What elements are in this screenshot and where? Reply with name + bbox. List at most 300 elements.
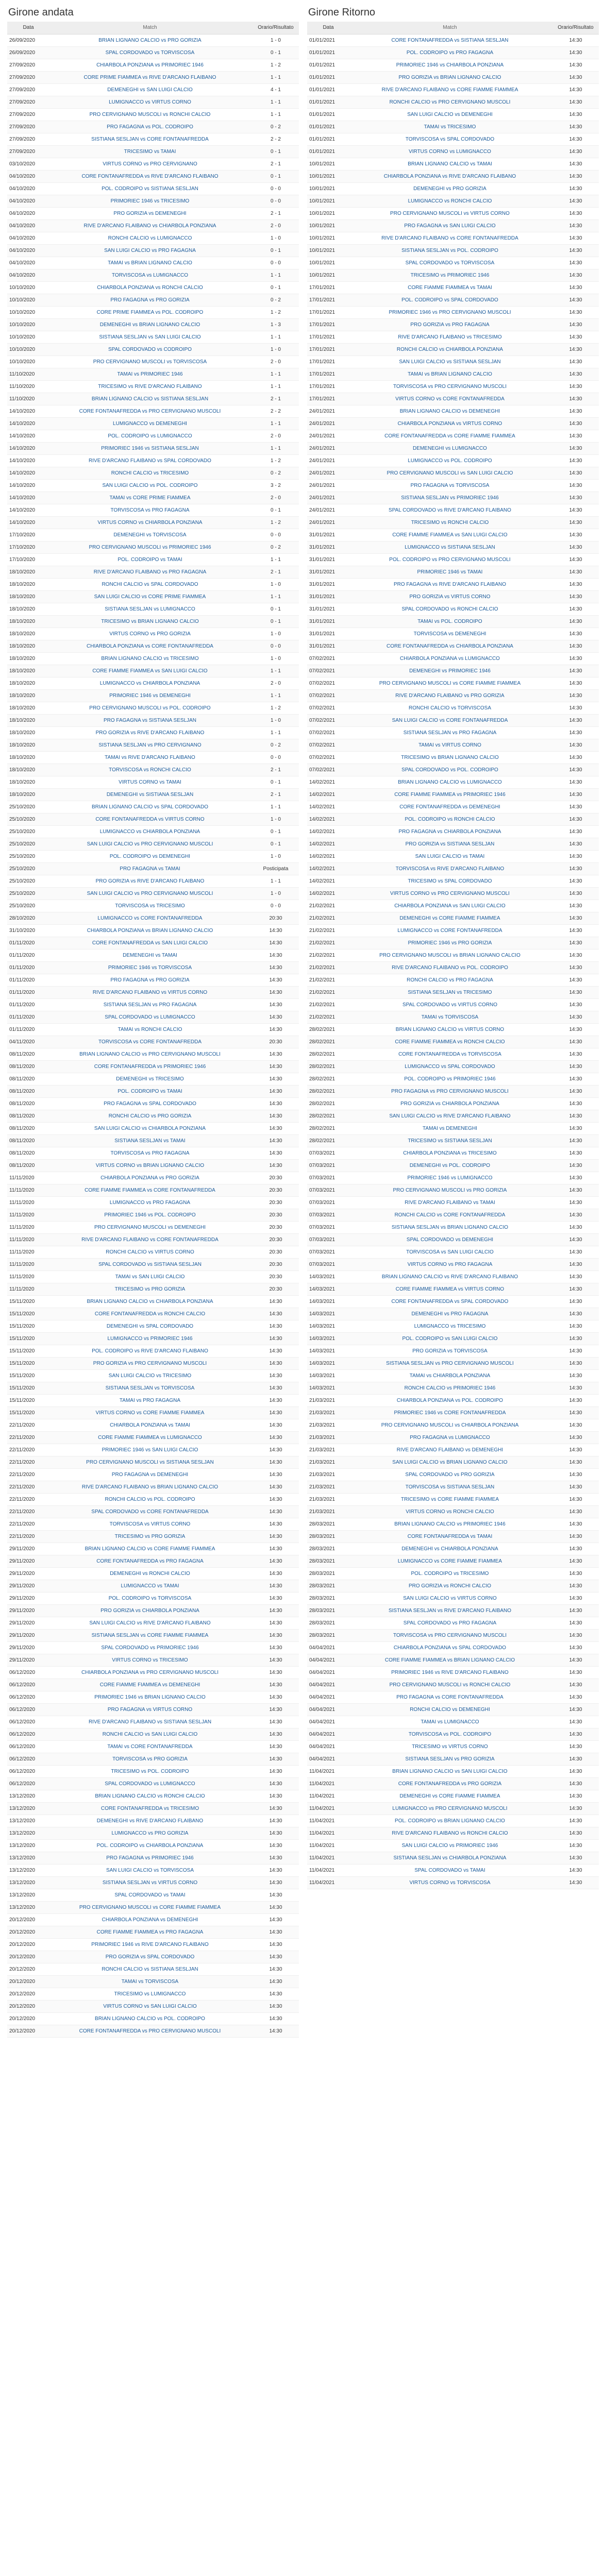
match-link[interactable]: PRO FAGAGNA vs POL. CODROIPO <box>47 121 253 133</box>
match-link[interactable]: TORVISCOSA vs SISTIANA SESLJAN <box>347 1481 552 1493</box>
match-link[interactable]: TRICESIMO vs LUMIGNACCO <box>47 1988 253 2000</box>
match-link[interactable]: CHIARBOLA PONZIANA vs TRICESIMO <box>347 1147 552 1159</box>
match-link[interactable]: CORE FIAMME FIAMMEA vs SAN LUIGI CALCIO <box>347 529 552 541</box>
match-link[interactable]: LUMIGNACCO vs PRO GORIZIA <box>47 1827 253 1839</box>
match-link[interactable]: LUMIGNACCO vs SISTIANA SESLJAN <box>347 541 552 553</box>
match-link[interactable]: TRICESIMO vs SPAL CORDOVADO <box>347 875 552 887</box>
match-link[interactable]: VIRTUS CORNO vs LUMIGNACCO <box>347 145 552 158</box>
match-link[interactable]: SPAL CORDOVADO vs RONCHI CALCIO <box>347 603 552 615</box>
match-link[interactable]: TORVISCOSA vs VIRTUS CORNO <box>47 1518 253 1530</box>
match-link[interactable]: CHIARBOLA PONZIANA vs PRIMORIEC 1946 <box>47 59 253 71</box>
match-link[interactable]: BRIAN LIGNANO CALCIO vs CHIARBOLA PONZIANA <box>47 1295 253 1308</box>
match-link[interactable]: DEMENEGHI vs SPAL CORDOVADO <box>47 1320 253 1332</box>
match-link[interactable]: CORE FIAMME FIAMMEA vs PRO FAGAGNA <box>47 1926 253 1938</box>
match-link[interactable]: DEMENEGHI vs SISTIANA SESLJAN <box>47 788 253 801</box>
match-link[interactable]: BRIAN LIGNANO CALCIO vs PRIMORIEC 1946 <box>347 1518 552 1530</box>
match-link[interactable]: PRO GORIZIA vs RIVE D'ARCANO FLAIBANO <box>47 875 253 887</box>
match-link[interactable]: TRICESIMO vs CORE FIAMME FIAMMEA <box>347 1493 552 1505</box>
match-link[interactable]: PRO FAGAGNA vs TAMAI <box>47 862 253 875</box>
match-link[interactable]: RONCHI CALCIO vs POL. CODROIPO <box>47 1493 253 1505</box>
match-link[interactable]: VIRTUS CORNO vs CHIARBOLA PONZIANA <box>47 516 253 529</box>
match-link[interactable]: SPAL CORDOVADO vs CODROIPO <box>47 343 253 355</box>
match-link[interactable]: PRO CERVIGNANO MUSCOLI vs CORE FIAMME FIAMMEA <box>47 1901 253 1913</box>
match-link[interactable]: SAN LUIGI CALCIO vs POL. CODROIPO <box>47 479 253 492</box>
match-link[interactable]: TAMAI vs DEMENEGHI <box>347 1122 552 1134</box>
match-link[interactable]: TRICESIMO vs SISTIANA SESLJAN <box>347 1134 552 1147</box>
match-link[interactable]: CORE FONTANAFREDDA vs DEMENEGHI <box>347 801 552 813</box>
match-link[interactable]: TORVISCOSA vs PRO CERVIGNANO MUSCOLI <box>347 380 552 393</box>
match-link[interactable]: SPAL CORDOVADO vs TAMAI <box>47 1889 253 1901</box>
match-link[interactable]: DEMENEGHI vs PRIMORIEC 1946 <box>347 665 552 677</box>
match-link[interactable]: PRO FAGAGNA vs CORE FONTANAFREDDA <box>347 1691 552 1703</box>
match-link[interactable]: SPAL CORDOVADO vs PRO FAGAGNA <box>347 1617 552 1629</box>
match-link[interactable]: RIVE D'ARCANO FLAIBANO vs PRO FAGAGNA <box>47 566 253 578</box>
match-link[interactable]: CORE FONTANAFREDDA vs CHIARBOLA PONZIANA <box>347 640 552 652</box>
match-link[interactable]: SISTIANA SESLJAN vs CORE FONTANAFREDDA <box>47 133 253 145</box>
match-link[interactable]: CHIARBOLA PONZIANA vs PRO CERVIGNANO MUSCOLI <box>47 1666 253 1679</box>
match-link[interactable]: CORE FONTANAFREDDA vs TORVISCOSA <box>347 1048 552 1060</box>
match-link[interactable]: TORVISCOSA vs PRO FAGAGNA <box>47 1147 253 1159</box>
match-link[interactable]: PRO FAGAGNA vs RIVE D'ARCANO FLAIBANO <box>347 578 552 590</box>
match-link[interactable]: LUMIGNACCO vs RONCHI CALCIO <box>347 195 552 207</box>
match-link[interactable]: SISTIANA SESLJAN vs TORVISCOSA <box>47 1382 253 1394</box>
match-link[interactable]: SAN LUIGI CALCIO vs PRO FAGAGNA <box>47 244 253 257</box>
match-link[interactable]: PRO GORIZIA vs DEMENEGHI <box>47 207 253 219</box>
match-link[interactable]: CHIARBOLA PONZIANA vs LUMIGNACCO <box>347 652 552 665</box>
match-link[interactable]: PRO GORIZIA vs VIRTUS CORNO <box>347 590 552 603</box>
match-link[interactable]: PRIMORIEC 1946 vs POL. CODROIPO <box>47 1209 253 1221</box>
match-link[interactable]: DEMENEGHI vs TRICESIMO <box>47 1073 253 1085</box>
match-link[interactable]: TORVISCOSA vs PRO FAGAGNA <box>47 504 253 516</box>
match-link[interactable]: VIRTUS CORNO vs CORE FIAMME FIAMMEA <box>47 1406 253 1419</box>
match-link[interactable]: CORE FIAMME FIAMMEA vs SAN LUIGI CALCIO <box>47 665 253 677</box>
match-link[interactable]: PRO CERVIGNANO MUSCOLI vs CORE FIAMME FIAMMEA <box>347 677 552 689</box>
match-link[interactable]: RONCHI CALCIO vs CHIARBOLA PONZIANA <box>347 343 552 355</box>
match-link[interactable]: CHIARBOLA PONZIANA vs PRO GORIZIA <box>47 1172 253 1184</box>
match-link[interactable]: PRO GORIZIA vs SPAL CORDOVADO <box>47 1951 253 1963</box>
match-link[interactable]: CHIARBOLA PONZIANA vs RIVE D'ARCANO FLAIBANO <box>347 170 552 182</box>
match-link[interactable]: CORE FONTANAFREDDA vs RIVE D'ARCANO FLAIBANO <box>47 170 253 182</box>
match-link[interactable]: TRICESIMO vs PRIMORIEC 1946 <box>347 269 552 281</box>
match-link[interactable]: BRIAN LIGNANO CALCIO vs SISTIANA SESLJAN <box>47 393 253 405</box>
match-link[interactable]: RIVE D'ARCANO FLAIBANO vs DEMENEGHI <box>347 1444 552 1456</box>
match-link[interactable]: SAN LUIGI CALCIO vs DEMENEGHI <box>347 108 552 121</box>
match-link[interactable]: CORE FIAMME FIAMMEA vs BRIAN LIGNANO CALCIO <box>347 1654 552 1666</box>
match-link[interactable]: TRICESIMO vs BRIAN LIGNANO CALCIO <box>347 751 552 764</box>
match-link[interactable]: CORE FONTANAFREDDA vs PRO CERVIGNANO MUSCOLI <box>47 405 253 417</box>
match-link[interactable]: TORVISCOSA vs PRO CERVIGNANO MUSCOLI <box>347 1629 552 1641</box>
match-link[interactable]: DEMENEGHI vs TAMAI <box>47 949 253 961</box>
match-link[interactable]: BRIAN LIGNANO CALCIO vs SAN LUIGI CALCIO <box>347 1765 552 1777</box>
match-link[interactable]: CORE FONTANAFREDDA vs VIRTUS CORNO <box>47 813 253 825</box>
match-link[interactable]: PRO FAGAGNA vs PRO GORIZIA <box>47 974 253 986</box>
match-link[interactable]: PRO FAGAGNA vs SAN LUIGI CALCIO <box>347 219 552 232</box>
match-link[interactable]: POL. CODROIPO vs RONCHI CALCIO <box>347 813 552 825</box>
match-link[interactable]: PRIMORIEC 1946 vs SAN LUIGI CALCIO <box>47 1444 253 1456</box>
match-link[interactable]: TRICESIMO vs TAMAI <box>47 145 253 158</box>
match-link[interactable]: CHIARBOLA PONZIANA vs RONCHI CALCIO <box>47 281 253 294</box>
match-link[interactable]: RIVE D'ARCANO FLAIBANO vs BRIAN LIGNANO CALCIO <box>47 1481 253 1493</box>
match-link[interactable]: PRO CERVIGNANO MUSCOLI vs PRO GORIZIA <box>347 1184 552 1196</box>
match-link[interactable]: CHIARBOLA PONZIANA vs POL. CODROIPO <box>347 1394 552 1406</box>
match-link[interactable]: PRO GORIZIA vs SISTIANA SESLJAN <box>347 838 552 850</box>
match-link[interactable]: RIVE D'ARCANO FLAIBANO vs CORE FIAMME FIAMMEA <box>347 83 552 96</box>
match-link[interactable]: TAMAI vs BRIAN LIGNANO CALCIO <box>47 257 253 269</box>
match-link[interactable]: VIRTUS CORNO vs CORE FONTANAFREDDA <box>347 393 552 405</box>
match-link[interactable]: LUMIGNACCO vs CORE FONTANAFREDDA <box>47 912 253 924</box>
match-link[interactable]: LUMIGNACCO vs CORE FONTANAFREDDA <box>347 924 552 937</box>
match-link[interactable]: DEMENEGHI vs CORE FIAMME FIAMMEA <box>347 912 552 924</box>
match-link[interactable]: PRIMORIEC 1946 vs BRIAN LIGNANO CALCIO <box>47 1691 253 1703</box>
match-link[interactable]: RONCHI CALCIO vs LUMIGNACCO <box>47 232 253 244</box>
match-link[interactable]: TAMAI vs TORVISCOSA <box>347 1011 552 1023</box>
match-link[interactable]: DEMENEGHI vs BRIAN LIGNANO CALCIO <box>47 318 253 331</box>
match-link[interactable]: DEMENEGHI vs POL. CODROIPO <box>347 1159 552 1172</box>
match-link[interactable]: RIVE D'ARCANO FLAIBANO vs CORE FONTANAFREDDA <box>47 1233 253 1246</box>
match-link[interactable]: PRIMORIEC 1946 vs DEMENEGHI <box>47 689 253 702</box>
match-link[interactable]: TAMAI vs VIRTUS CORNO <box>347 739 552 751</box>
match-link[interactable]: SISTIANA SESLJAN vs CORE FIAMME FIAMMEA <box>47 1629 253 1641</box>
match-link[interactable]: VIRTUS CORNO vs TRICESIMO <box>47 1654 253 1666</box>
match-link[interactable]: TORVISCOSA vs RONCHI CALCIO <box>47 764 253 776</box>
match-link[interactable]: VIRTUS CORNO vs RONCHI CALCIO <box>347 1505 552 1518</box>
match-link[interactable]: TAMAI vs RONCHI CALCIO <box>47 1023 253 1036</box>
match-link[interactable]: TAMAI vs LUMIGNACCO <box>347 1716 552 1728</box>
match-link[interactable]: BRIAN LIGNANO CALCIO vs PRO GORIZIA <box>47 34 253 46</box>
match-link[interactable]: BRIAN LIGNANO CALCIO vs RONCHI CALCIO <box>47 1790 253 1802</box>
match-link[interactable]: TRICESIMO vs PRO GORIZIA <box>47 1283 253 1295</box>
match-link[interactable]: RIVE D'ARCANO FLAIBANO vs SPAL CORDOVADO <box>47 454 253 467</box>
match-link[interactable]: PRO CERVIGNANO MUSCOLI vs SISTIANA SESLJAN <box>47 1456 253 1468</box>
match-link[interactable]: PRIMORIEC 1946 vs TRICESIMO <box>47 195 253 207</box>
match-link[interactable]: SPAL CORDOVADO vs RIVE D'ARCANO FLAIBANO <box>347 504 552 516</box>
match-link[interactable]: SPAL CORDOVADO vs SISTIANA SESLJAN <box>47 1258 253 1270</box>
match-link[interactable]: POL. CODROIPO vs SAN LUIGI CALCIO <box>347 1332 552 1345</box>
match-link[interactable]: DEMENEGHI vs PRO GORIZIA <box>347 182 552 195</box>
match-link[interactable]: LUMIGNACCO vs TRICESIMO <box>347 1320 552 1332</box>
match-link[interactable]: PRO FAGAGNA vs VIRTUS CORNO <box>47 1703 253 1716</box>
match-link[interactable]: RIVE D'ARCANO FLAIBANO vs TRICESIMO <box>347 331 552 343</box>
match-link[interactable]: TORVISCOSA vs SAN LUIGI CALCIO <box>347 1246 552 1258</box>
match-link[interactable]: CORE PRIME FIAMMEA vs RIVE D'ARCANO FLAIBANO <box>47 71 253 83</box>
match-link[interactable]: PRO GORIZIA vs RIVE D'ARCANO FLAIBANO <box>47 726 253 739</box>
match-link[interactable]: PRO FAGAGNA vs LUMIGNACCO <box>347 1431 552 1444</box>
match-link[interactable]: PRO CERVIGNANO MUSCOLI vs TORVISCOSA <box>47 355 253 368</box>
match-link[interactable]: CHIARBOLA PONZIANA vs SPAL CORDOVADO <box>347 1641 552 1654</box>
match-link[interactable]: BRIAN LIGNANO CALCIO vs TRICESIMO <box>47 652 253 665</box>
match-link[interactable]: RIVE D'ARCANO FLAIBANO vs PRO GORIZIA <box>347 689 552 702</box>
match-link[interactable]: SAN LUIGI CALCIO vs CHIARBOLA PONZIANA <box>47 1122 253 1134</box>
match-link[interactable]: POL. CODROIPO vs TORVISCOSA <box>47 1592 253 1604</box>
match-link[interactable]: LUMIGNACCO vs VIRTUS CORNO <box>47 96 253 108</box>
match-link[interactable]: CHIARBOLA PONZIANA vs DEMENEGHI <box>47 1913 253 1926</box>
match-link[interactable]: CORE FONTANAFREDDA vs PRIMORIEC 1946 <box>47 1060 253 1073</box>
match-link[interactable]: POL. CODROIPO vs BRIAN LIGNANO CALCIO <box>347 1815 552 1827</box>
match-link[interactable]: SPAL CORDOVADO vs POL. CODROIPO <box>347 764 552 776</box>
match-link[interactable]: DEMENEGHI vs CORE FIAMME FIAMMEA <box>347 1790 552 1802</box>
match-link[interactable]: SAN LUIGI CALCIO vs RIVE D'ARCANO FLAIBANO <box>47 1617 253 1629</box>
match-link[interactable]: CORE FONTANAFREDDA vs RONCHI CALCIO <box>47 1308 253 1320</box>
match-link[interactable]: PRIMORIEC 1946 vs RIVE D'ARCANO FLAIBANO <box>347 1666 552 1679</box>
match-link[interactable]: CORE FIAMME FIAMMEA vs CORE FONTANAFREDDA <box>47 1184 253 1196</box>
match-link[interactable]: SISTIANA SESLJAN vs SAN LUIGI CALCIO <box>47 331 253 343</box>
match-link[interactable]: SISTIANA SESLJAN vs PRIMORIEC 1946 <box>347 492 552 504</box>
match-link[interactable]: SISTIANA SESLJAN vs POL. CODROIPO <box>347 244 552 257</box>
match-link[interactable]: TORVISCOSA vs LUMIGNACCO <box>47 269 253 281</box>
match-link[interactable]: TORVISCOSA vs TRICESIMO <box>47 900 253 912</box>
match-link[interactable]: CORE FONTANAFREDDA vs PRO FAGAGNA <box>47 1555 253 1567</box>
match-link[interactable]: DEMENEGHI vs PRO FAGAGNA <box>347 1308 552 1320</box>
match-link[interactable]: POL. CODROIPO vs TAMAI <box>47 1085 253 1097</box>
match-link[interactable]: SISTIANA SESLJAN vs LUMIGNACCO <box>47 603 253 615</box>
match-link[interactable]: PRO GORIZIA vs CHIARBOLA PONZIANA <box>47 1604 253 1617</box>
match-link[interactable]: TRICESIMO vs RONCHI CALCIO <box>347 516 552 529</box>
match-link[interactable]: SPAL CORDOVADO vs TORVISCOSA <box>347 257 552 269</box>
match-link[interactable]: PRO CERVIGNANO MUSCOLI vs SAN LUIGI CALCIO <box>347 467 552 479</box>
match-link[interactable]: TORVISCOSA vs DEMENEGHI <box>347 628 552 640</box>
match-link[interactable]: PRIMORIEC 1946 vs SISTIANA SESLJAN <box>47 442 253 454</box>
match-link[interactable]: TRICESIMO vs POL. CODROIPO <box>47 1765 253 1777</box>
match-link[interactable]: PRO FAGAGNA vs SISTIANA SESLJAN <box>47 714 253 726</box>
match-link[interactable]: SPAL CORDOVADO vs LUMIGNACCO <box>47 1011 253 1023</box>
match-link[interactable]: CHIARBOLA PONZIANA vs VIRTUS CORNO <box>347 417 552 430</box>
match-link[interactable]: SAN LUIGI CALCIO vs PRO CERVIGNANO MUSCOLI <box>47 838 253 850</box>
match-link[interactable]: LUMIGNACCO vs CHIARBOLA PONZIANA <box>47 677 253 689</box>
match-link[interactable]: TRICESIMO vs RIVE D'ARCANO FLAIBANO <box>47 380 253 393</box>
match-link[interactable]: PRO CERVIGNANO MUSCOLI vs PRIMORIEC 1946 <box>47 541 253 553</box>
match-link[interactable]: POL. CODROIPO vs TRICESIMO <box>347 1567 552 1580</box>
match-link[interactable]: RONCHI CALCIO vs PRO FAGAGNA <box>347 974 552 986</box>
match-link[interactable]: PRO CERVIGNANO MUSCOLI vs RONCHI CALCIO <box>347 1679 552 1691</box>
match-link[interactable]: LUMIGNACCO vs CORE FIAMME FIAMMEA <box>347 1555 552 1567</box>
match-link[interactable]: PRIMORIEC 1946 vs RIVE D'ARCANO FLAIBANO <box>47 1938 253 1951</box>
match-link[interactable]: BRIAN LIGNANO CALCIO vs PRO CERVIGNANO MUSCOLI <box>47 1048 253 1060</box>
match-link[interactable]: VIRTUS CORNO vs PRO FAGAGNA <box>347 1258 552 1270</box>
match-link[interactable]: RONCHI CALCIO vs VIRTUS CORNO <box>47 1246 253 1258</box>
match-link[interactable]: PRO GORIZIA vs CHIARBOLA PONZIANA <box>347 1097 552 1110</box>
match-link[interactable]: SISTIANA SESLJAN vs PRO CERVIGNANO MUSCOLI <box>347 1357 552 1369</box>
match-link[interactable]: SAN LUIGI CALCIO vs PRO CERVIGNANO MUSCOLI <box>47 887 253 900</box>
match-link[interactable]: SPAL CORDOVADO vs TORVISCOSA <box>47 46 253 59</box>
match-link[interactable]: RONCHI CALCIO vs PRIMORIEC 1946 <box>347 1382 552 1394</box>
match-link[interactable]: RIVE D'ARCANO FLAIBANO vs CORE FONTANAFREDDA <box>347 232 552 244</box>
match-link[interactable]: CORE FIAMME FIAMMEA vs RONCHI CALCIO <box>347 1036 552 1048</box>
match-link[interactable]: CORE FIAMME FIAMMEA vs DEMENEGHI <box>47 1679 253 1691</box>
match-link[interactable]: LUMIGNACCO vs PRIMORIEC 1946 <box>47 1332 253 1345</box>
match-link[interactable]: PRO GORIZIA vs TORVISCOSA <box>347 1345 552 1357</box>
match-link[interactable]: CHIARBOLA PONZIANA vs TAMAI <box>47 1419 253 1431</box>
match-link[interactable]: PRO FAGAGNA vs CHIARBOLA PONZIANA <box>347 825 552 838</box>
match-link[interactable]: SISTIANA SESLJAN vs BRIAN LIGNANO CALCIO <box>347 1221 552 1233</box>
match-link[interactable]: SPAL CORDOVADO vs DEMENEGHI <box>347 1233 552 1246</box>
match-link[interactable]: CORE FONTANAFREDDA vs SISTIANA SESLJAN <box>347 34 552 46</box>
match-link[interactable]: CORE FONTANAFREDDA vs PRO GORIZIA <box>347 1777 552 1790</box>
match-link[interactable]: PRO GORIZIA vs PRO CERVIGNANO MUSCOLI <box>47 1357 253 1369</box>
match-link[interactable]: CORE FONTANAFREDDA vs CORE FIAMME FIAMMEA <box>347 430 552 442</box>
match-link[interactable]: POL. CODROIPO vs RIVE D'ARCANO FLAIBANO <box>47 1345 253 1357</box>
match-link[interactable]: TRICESIMO vs BRIAN LIGNANO CALCIO <box>47 615 253 628</box>
match-link[interactable]: SPAL CORDOVADO vs LUMIGNACCO <box>47 1777 253 1790</box>
match-link[interactable]: POL. CODROIPO vs CHIARBOLA PONZIANA <box>47 1839 253 1852</box>
match-link[interactable]: DEMENEGHI vs LUMIGNACCO <box>347 442 552 454</box>
match-link[interactable]: CHIARBOLA PONZIANA vs BRIAN LIGNANO CALCIO <box>47 924 253 937</box>
match-link[interactable]: TRICESIMO vs VIRTUS CORNO <box>347 1740 552 1753</box>
match-link[interactable]: TAMAI vs TORVISCOSA <box>47 1975 253 1988</box>
match-link[interactable]: TORVISCOSA vs RIVE D'ARCANO FLAIBANO <box>347 862 552 875</box>
match-link[interactable]: RONCHI CALCIO vs SAN LUIGI CALCIO <box>47 1728 253 1740</box>
match-link[interactable]: VIRTUS CORNO vs SAN LUIGI CALCIO <box>47 2000 253 2012</box>
match-link[interactable]: SAN LUIGI CALCIO vs CORE PRIME FIAMMEA <box>47 590 253 603</box>
match-link[interactable]: TAMAI vs BRIAN LIGNANO CALCIO <box>347 368 552 380</box>
match-link[interactable]: PRO FAGAGNA vs TORVISCOSA <box>347 479 552 492</box>
match-link[interactable]: SAN LUIGI CALCIO vs RIVE D'ARCANO FLAIBANO <box>347 1110 552 1122</box>
match-link[interactable]: CORE FONTANAFREDDA vs TAMAI <box>347 1530 552 1543</box>
match-link[interactable]: POL. CODROIPO vs SPAL CORDOVADO <box>347 294 552 306</box>
match-link[interactable]: BRIAN LIGNANO CALCIO vs CORE FIAMME FIAMMEA <box>47 1543 253 1555</box>
match-link[interactable]: SAN LUIGI CALCIO vs CORE FONTANAFREDDA <box>347 714 552 726</box>
match-link[interactable]: LUMIGNACCO vs SPAL CORDOVADO <box>347 1060 552 1073</box>
match-link[interactable]: LUMIGNACCO vs PRO CERVIGNANO MUSCOLI <box>347 1802 552 1815</box>
match-link[interactable]: CORE FIAMME FIAMMEA vs VIRTUS CORNO <box>347 1283 552 1295</box>
match-link[interactable]: LUMIGNACCO vs TAMAI <box>47 1580 253 1592</box>
match-link[interactable]: POL. CODROIPO vs LUMIGNACCO <box>47 430 253 442</box>
match-link[interactable]: SISTIANA SESLJAN vs CHIARBOLA PONZIANA <box>347 1852 552 1864</box>
match-link[interactable]: TAMAI vs RIVE D'ARCANO FLAIBANO <box>47 751 253 764</box>
match-link[interactable]: CHIARBOLA PONZIANA vs CORE FONTANAFREDDA <box>47 640 253 652</box>
match-link[interactable]: VIRTUS CORNO vs PRO GORIZIA <box>47 628 253 640</box>
match-link[interactable]: SISTIANA SESLJAN vs RIVE D'ARCANO FLAIBANO <box>347 1604 552 1617</box>
match-link[interactable]: TAMAI vs TRICESIMO <box>347 121 552 133</box>
match-link[interactable]: RONCHI CALCIO vs TRICESIMO <box>47 467 253 479</box>
match-link[interactable]: VIRTUS CORNO vs BRIAN LIGNANO CALCIO <box>47 1159 253 1172</box>
match-link[interactable]: LUMIGNACCO vs POL. CODROIPO <box>347 454 552 467</box>
match-link[interactable]: PRIMORIEC 1946 vs TAMAI <box>347 566 552 578</box>
match-link[interactable]: PRO FAGAGNA vs PRO GORIZIA <box>47 294 253 306</box>
match-link[interactable]: TAMAI vs PRIMORIEC 1946 <box>47 368 253 380</box>
match-link[interactable]: SAN LUIGI CALCIO vs BRIAN LIGNANO CALCIO <box>347 1456 552 1468</box>
match-link[interactable]: SISTIANA SESLJAN vs PRO FAGAGNA <box>347 726 552 739</box>
match-link[interactable]: PRO FAGAGNA vs SPAL CORDOVADO <box>47 1097 253 1110</box>
match-link[interactable]: DEMENEGHI vs CHIARBOLA PONZIANA <box>347 1543 552 1555</box>
match-link[interactable]: TAMAI vs CORE PRIME FIAMMEA <box>47 492 253 504</box>
match-link[interactable]: SAN LUIGI CALCIO vs TAMAI <box>347 850 552 862</box>
match-link[interactable]: PRIMORIEC 1946 vs LUMIGNACCO <box>347 1172 552 1184</box>
match-link[interactable]: DEMENEGHI vs SAN LUIGI CALCIO <box>47 83 253 96</box>
match-link[interactable]: PRO CERVIGNANO MUSCOLI vs POL. CODROIPO <box>47 702 253 714</box>
match-link[interactable]: RONCHI CALCIO vs TORVISCOSA <box>347 702 552 714</box>
match-link[interactable]: PRO CERVIGNANO MUSCOLI vs RONCHI CALCIO <box>47 108 253 121</box>
match-link[interactable]: POL. CODROIPO vs PRO CERVIGNANO MUSCOLI <box>347 553 552 566</box>
match-link[interactable]: CORE FONTANAFREDDA vs PRO CERVIGNANO MUSCOLI <box>47 2025 253 2037</box>
match-link[interactable]: SISTIANA SESLJAN vs TAMAI <box>47 1134 253 1147</box>
match-link[interactable]: PRO CERVIGNANO MUSCOLI vs CHIARBOLA PONZIANA <box>347 1419 552 1431</box>
match-link[interactable]: CORE FONTANAFREDDA vs SPAL CORDOVADO <box>347 1295 552 1308</box>
match-link[interactable]: SAN LUIGI CALCIO vs SISTIANA SESLJAN <box>347 355 552 368</box>
match-link[interactable]: SPAL CORDOVADO vs VIRTUS CORNO <box>347 998 552 1011</box>
match-link[interactable]: PRO GORIZIA vs RONCHI CALCIO <box>347 1580 552 1592</box>
match-link[interactable]: CORE FONTANAFREDDA vs SAN LUIGI CALCIO <box>47 937 253 949</box>
match-link[interactable]: SPAL CORDOVADO vs CORE FONTANAFREDDA <box>47 1505 253 1518</box>
match-link[interactable]: POL. CODROIPO vs TAMAI <box>47 553 253 566</box>
match-link[interactable]: BRIAN LIGNANO CALCIO vs DEMENEGHI <box>347 405 552 417</box>
match-link[interactable]: LUMIGNACCO vs DEMENEGHI <box>47 417 253 430</box>
match-link[interactable]: RIVE D'ARCANO FLAIBANO vs VIRTUS CORNO <box>47 986 253 998</box>
match-link[interactable]: SAN LUIGI CALCIO vs VIRTUS CORNO <box>347 1592 552 1604</box>
match-link[interactable]: RIVE D'ARCANO FLAIBANO vs TAMAI <box>347 1196 552 1209</box>
match-link[interactable]: SPAL CORDOVADO vs TAMAI <box>347 1864 552 1876</box>
match-link[interactable]: TAMAI vs CHIARBOLA PONZIANA <box>347 1369 552 1382</box>
match-link[interactable]: BRIAN LIGNANO CALCIO vs VIRTUS CORNO <box>347 1023 552 1036</box>
match-link[interactable]: RIVE D'ARCANO FLAIBANO vs POL. CODROIPO <box>347 961 552 974</box>
match-link[interactable]: RONCHI CALCIO vs PRO CERVIGNANO MUSCOLI <box>347 96 552 108</box>
match-link[interactable]: DEMENEGHI vs RONCHI CALCIO <box>47 1567 253 1580</box>
match-link[interactable]: PRO FAGAGNA vs DEMENEGHI <box>47 1468 253 1481</box>
match-link[interactable]: RONCHI CALCIO vs DEMENEGHI <box>347 1703 552 1716</box>
match-link[interactable]: SPAL CORDOVADO vs PRIMORIEC 1946 <box>47 1641 253 1654</box>
match-link[interactable]: TORVISCOSA vs POL. CODROIPO <box>347 1728 552 1740</box>
match-link[interactable]: POL. CODROIPO vs SISTIANA SESLJAN <box>47 182 253 195</box>
match-link[interactable]: PRIMORIEC 1946 vs TORVISCOSA <box>47 961 253 974</box>
match-link[interactable]: BRIAN LIGNANO CALCIO vs TAMAI <box>347 158 552 170</box>
match-link[interactable]: SAN LUIGI CALCIO vs TRICESIMO <box>47 1369 253 1382</box>
match-link[interactable]: CORE PRIME FIAMMEA vs POL. CODROIPO <box>47 306 253 318</box>
match-link[interactable]: PRO CERVIGNANO MUSCOLI vs DEMENEGHI <box>47 1221 253 1233</box>
match-link[interactable]: PRIMORIEC 1946 vs PRO CERVIGNANO MUSCOLI <box>347 306 552 318</box>
match-link[interactable]: RIVE D'ARCANO FLAIBANO vs SISTIANA SESLJAN <box>47 1716 253 1728</box>
match-link[interactable]: TRICESIMO vs PRO GORIZIA <box>47 1530 253 1543</box>
match-link[interactable]: DEMENEGHI vs RIVE D'ARCANO FLAIBANO <box>47 1815 253 1827</box>
match-link[interactable]: BRIAN LIGNANO CALCIO vs LUMIGNACCO <box>347 776 552 788</box>
match-link[interactable]: TAMAI vs PRO FAGAGNA <box>47 1394 253 1406</box>
match-link[interactable]: RONCHI CALCIO vs SPAL CORDOVADO <box>47 578 253 590</box>
match-link[interactable]: PRO FAGAGNA vs PRIMORIEC 1946 <box>47 1852 253 1864</box>
match-link[interactable]: BRIAN LIGNANO CALCIO vs SPAL CORDOVADO <box>47 801 253 813</box>
match-link[interactable]: DEMENEGHI vs TORVISCOSA <box>47 529 253 541</box>
match-link[interactable]: RIVE D'ARCANO FLAIBANO vs RONCHI CALCIO <box>347 1827 552 1839</box>
match-link[interactable]: RONCHI CALCIO vs PRO GORIZIA <box>47 1110 253 1122</box>
match-link[interactable]: VIRTUS CORNO vs PRO CERVIGNANO <box>47 158 253 170</box>
match-link[interactable]: SAN LUIGI CALCIO vs PRIMORIEC 1946 <box>347 1839 552 1852</box>
match-link[interactable]: RONCHI CALCIO vs CORE FONTANAFREDDA <box>347 1209 552 1221</box>
match-link[interactable]: SPAL CORDOVADO vs PRO GORIZIA <box>347 1468 552 1481</box>
match-link[interactable]: POL. CODROIPO vs PRIMORIEC 1946 <box>347 1073 552 1085</box>
match-link[interactable]: CHIARBOLA PONZIANA vs SAN LUIGI CALCIO <box>347 900 552 912</box>
match-link[interactable]: PRO CERVIGNANO MUSCOLI vs BRIAN LIGNANO CALCIO <box>347 949 552 961</box>
match-link[interactable]: PRIMORIEC 1946 vs CHIARBOLA PONZIANA <box>347 59 552 71</box>
match-link[interactable]: TAMAI vs SAN LUIGI CALCIO <box>47 1270 253 1283</box>
match-link[interactable]: TORVISCOSA vs CORE FONTANAFREDDA <box>47 1036 253 1048</box>
match-link[interactable]: PRO GORIZIA vs PRO FAGAGNA <box>347 318 552 331</box>
match-link[interactable]: BRIAN LIGNANO CALCIO vs POL. CODROIPO <box>47 2012 253 2025</box>
match-link[interactable]: POL. CODROIPO vs DEMENEGHI <box>47 850 253 862</box>
match-link[interactable]: VIRTUS CORNO vs PRO CERVIGNANO MUSCOLI <box>347 887 552 900</box>
match-link[interactable]: VIRTUS CORNO vs TAMAI <box>47 776 253 788</box>
match-link[interactable]: BRIAN LIGNANO CALCIO vs RIVE D'ARCANO FLAIBANO <box>347 1270 552 1283</box>
match-link[interactable]: SAN LUIGI CALCIO vs TORVISCOSA <box>47 1864 253 1876</box>
match-link[interactable]: CORE FIAMME FIAMMEA vs LUMIGNACCO <box>47 1431 253 1444</box>
match-link[interactable]: PRIMORIEC 1946 vs CORE FONTANAFREDDA <box>347 1406 552 1419</box>
match-link[interactable]: TAMAI vs POL. CODROIPO <box>347 615 552 628</box>
match-link[interactable]: LUMIGNACCO vs CHIARBOLA PONZIANA <box>47 825 253 838</box>
match-link[interactable]: CORE FIAMME FIAMMEA vs TAMAI <box>347 281 552 294</box>
match-link[interactable]: PRO GORIZIA vs BRIAN LIGNANO CALCIO <box>347 71 552 83</box>
match-link[interactable]: SISTIANA SESLJAN vs PRO GORIZIA <box>347 1753 552 1765</box>
match-link[interactable]: RIVE D'ARCANO FLAIBANO vs CHIARBOLA PONZIANA <box>47 219 253 232</box>
match-link[interactable]: VIRTUS CORNO vs TORVISCOSA <box>347 1876 552 1889</box>
match-link[interactable]: SISTIANA SESLJAN vs PRO FAGAGNA <box>47 998 253 1011</box>
match-link[interactable]: SISTIANA SESLJAN vs TRICESIMO <box>347 986 552 998</box>
match-link[interactable]: PRO CERVIGNANO MUSCOLI vs VIRTUS CORNO <box>347 207 552 219</box>
